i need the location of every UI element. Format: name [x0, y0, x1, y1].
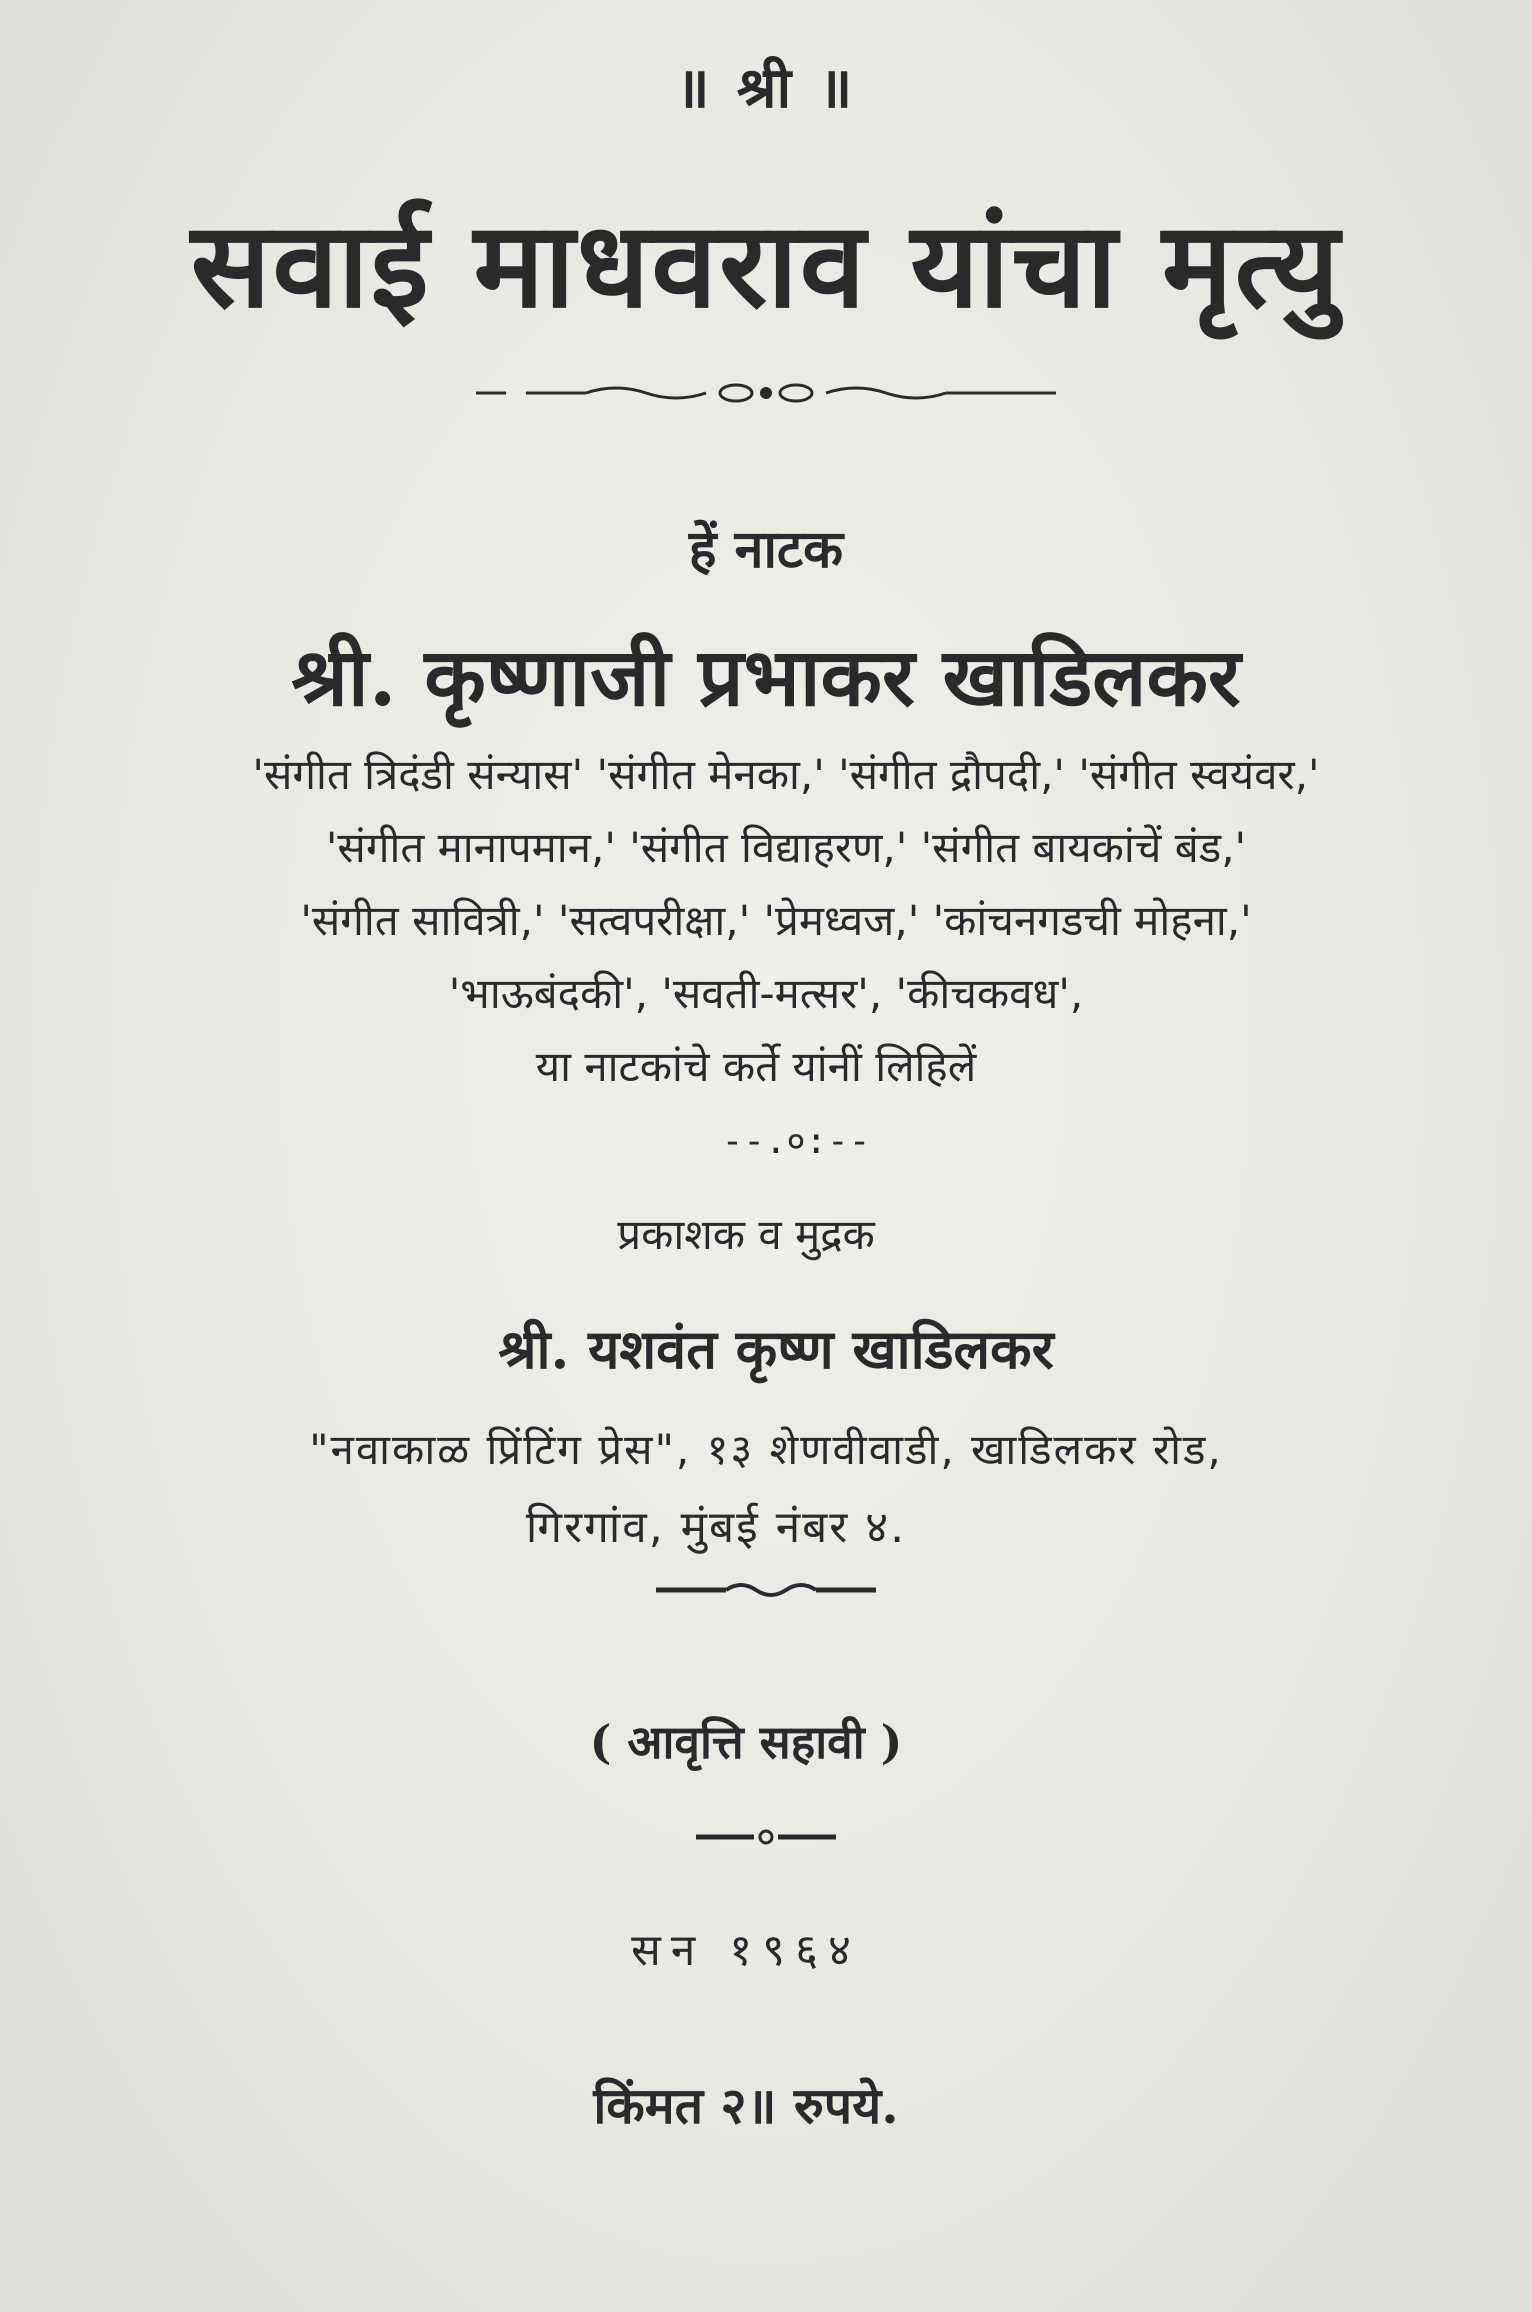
publisher-label: प्रकाशक व मुद्रक	[617, 1210, 875, 1259]
edition-label: ( आवृत्ति सहावी )	[589, 1715, 903, 1769]
book-title: सवाई माधवराव यांचा मृत्यु	[190, 195, 1342, 334]
publication-year: सन १९६४	[631, 1925, 861, 1976]
circle-divider-icon	[696, 1825, 836, 1849]
ornament-divider-middle-icon	[656, 1578, 876, 1602]
written-by: या नाटकांचे कर्ते यांनीं लिहिलें	[535, 1042, 977, 1091]
small-divider: --.०:--	[721, 1121, 871, 1162]
address-line-1: "नवाकाळ प्रिंटिंग प्रेस", १३ शेणवीवाडी, खाडिलकर रोड,	[309, 1425, 1223, 1474]
price-label: किंमत २॥ रुपये.	[593, 2076, 899, 2135]
works-line-3: 'संगीत सावित्री,' 'सत्वपरीक्षा,' 'प्रेमध्वज,' 'कांचनगडची मोहना,'	[300, 896, 1252, 945]
intro-text: हें नाटक	[688, 519, 844, 580]
ornament-divider-top-icon	[466, 378, 1066, 408]
author-name: श्री. कृष्णाजी प्रभाकर खाडिलकर	[291, 630, 1241, 724]
works-line-2: 'संगीत मानापमान,' 'संगीत विद्याहरण,' 'संगीत बायकांचें बंड,'	[325, 823, 1247, 872]
circle-divider	[0, 1825, 1532, 1849]
ornament-divider-middle	[0, 1578, 1532, 1602]
address-line-2: गिरगांव, मुंबई नंबर ४.	[525, 1502, 907, 1553]
invocation: ॥ श्री ॥	[675, 55, 857, 121]
works-line-1: 'संगीत त्रिदंडी संन्यास' 'संगीत मेनका,' 'संगीत द्रौपदी,' 'संगीत स्वयंवर,'	[252, 750, 1320, 799]
ornament-divider-top	[0, 378, 1532, 408]
works-line-4: 'भाऊबंदकी', 'सवती-मत्सर', 'कीचकवध',	[448, 969, 1084, 1018]
publisher-name: श्री. यशवंत कृष्ण खाडिलकर	[498, 1317, 1054, 1381]
